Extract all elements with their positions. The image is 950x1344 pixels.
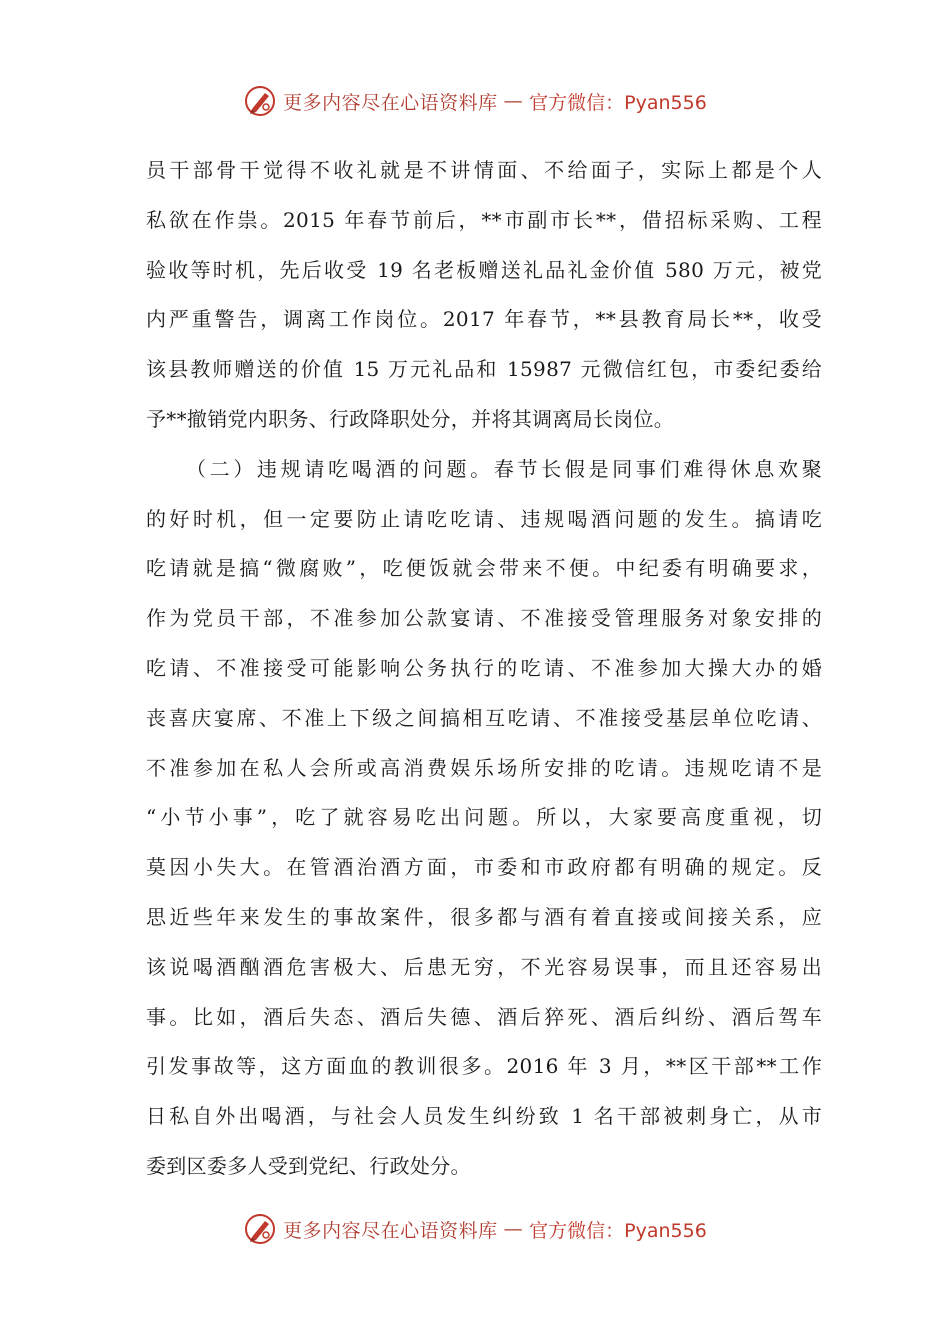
text-line: 委到区委多人受到党纪、行政处分。 — [146, 1153, 471, 1178]
text-line: 作为党员干部，不准参加公款宴请、不准接受管理服务对象安排的 — [146, 606, 822, 631]
paragraph-1 — [146, 146, 822, 445]
watermark-wechat-text: 官方微信：Pyan556 — [529, 1219, 707, 1242]
text-line: 予**撤销党内职务、行政降职处分，并将其调离局长岗位。 — [146, 406, 675, 431]
text-line: 内严重警告，调离工作岗位。2017 年春节，**县教育局长**，收受 — [146, 307, 822, 332]
paragraph-2 — [146, 445, 822, 1192]
text-line: 思近些年来发生的事故案件，很多都与酒有着直接或间接关系，应 — [146, 904, 822, 929]
text-line: 员干部骨干觉得不收礼就是不讲情面、不给面子，实际上都是个人 — [146, 158, 822, 182]
text-line: 事。比如，酒后失态、酒后失德、酒后猝死、酒后纠纷、酒后驾车 — [146, 1004, 822, 1029]
watermark-wechat-text: 官方微信：Pyan556 — [529, 91, 707, 114]
text-line: （二）违规请吃喝酒的问题。春节长假是同事们难得休息欢聚 — [186, 456, 822, 481]
text-line: 引发事故等，这方面血的教训很多。2016 年 3 月，**区干部**工作 — [146, 1054, 822, 1079]
text-line: 私欲在作祟。2015 年春节前后，**市副市长**，借招标采购、工程 — [146, 207, 822, 232]
text-line: 日私自外出喝酒，与社会人员发生纠纷致 1 名干部被刺身亡，从市 — [146, 1104, 822, 1129]
text-line: 吃请就是搞“微腐败”，吃便饭就会带来不便。中纪委有明确要求， — [146, 556, 822, 581]
watermark-main-text: 更多内容尽在心语资料库 — [283, 91, 498, 114]
text-line: “小节小事”，吃了就容易吃出问题。所以，大家要高度重视，切 — [146, 805, 822, 830]
text-line: 莫因小失大。在管酒治酒方面，市委和市政府都有明确的规定。反 — [146, 855, 822, 880]
text-line: 该县教师赠送的价值 15 万元礼品和 15987 元微信红包，市委纪委给 — [146, 357, 822, 382]
text-line: 丧喜庆宴席、不准上下级之间搞相互吃请、不准接受基层单位吃请、 — [146, 705, 822, 730]
text-line: 的好时机，但一定要防止请吃吃请、违规喝酒问题的发生。搞请吃 — [146, 506, 822, 531]
watermark-dash: — — [503, 90, 524, 112]
text-line: 吃请、不准接受可能影响公务执行的吃请、不准参加大操大办的婚 — [146, 655, 822, 680]
pen-seal-icon — [243, 1212, 277, 1246]
footer-watermark — [0, 1212, 950, 1246]
watermark-main-text: 更多内容尽在心语资料库 — [283, 1219, 498, 1242]
watermark-dash: — — [503, 1218, 524, 1240]
text-line: 验收等时机，先后收受 19 名老板赠送礼品礼金价值 580 万元，被党 — [146, 257, 822, 282]
text-line: 该说喝酒酗酒危害极大、后患无穷，不光容易误事，而且还容易出 — [146, 954, 822, 979]
document-body — [146, 146, 822, 1192]
pen-seal-icon — [243, 84, 277, 118]
header-watermark — [0, 84, 950, 118]
text-line: 不准参加在私人会所或高消费娱乐场所安排的吃请。违规吃请不是 — [146, 755, 822, 780]
